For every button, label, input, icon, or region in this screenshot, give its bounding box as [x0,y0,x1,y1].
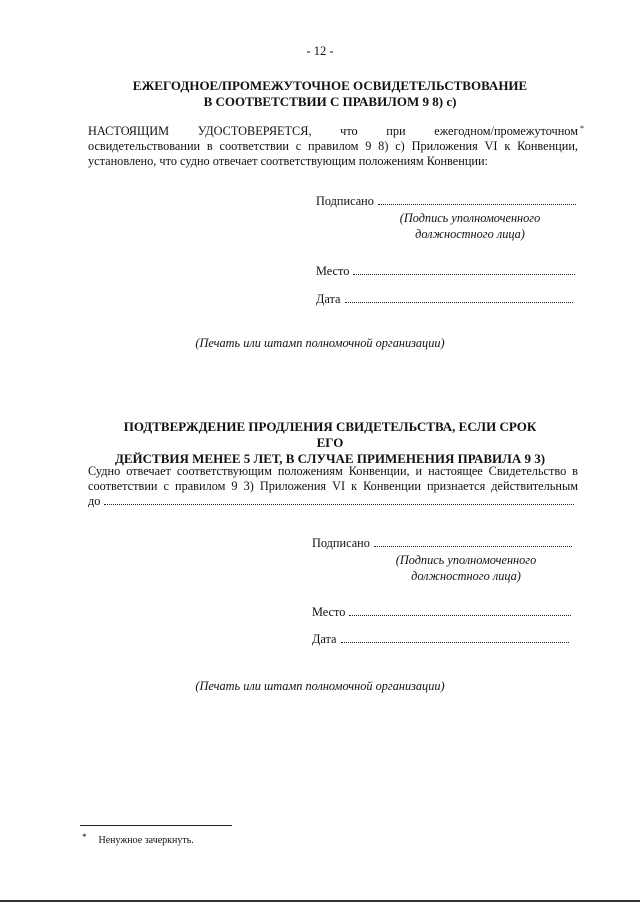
page-bottom-edge [0,900,640,902]
section2-date-row [312,632,569,647]
section2-paragraph [88,464,578,509]
section2-valid-until-line[interactable] [104,494,574,505]
section2-para-line3: до [88,494,101,508]
section2-stamp-caption: (Печать или штамп полномочной организации) [195,679,445,693]
section1-paragraph [88,124,584,169]
footnote-text: Ненужное зачеркнуть. [98,835,194,846]
section1-para-line2: освидетельствовании в соответствии с правилом 9 8) с) Приложения VI к Конвенции, [88,139,578,153]
section1-stamp-caption: (Печать или штамп полномочной организации) [195,336,445,350]
section1-place-row [316,264,575,279]
section1-signature-caption-line1: (Подпись уполномоченного [399,211,541,225]
page-number: - 12 - [306,44,334,58]
section1-date-row [316,292,573,307]
section2-signed-label: Подписано [312,536,370,550]
section2-heading [110,419,550,467]
section1-heading-line2: В СООТВЕТСТВИИ С ПРАВИЛОМ 9 8) с) [203,94,457,109]
section1-date-label: Дата [316,292,341,306]
section2-para-line1: Судно отвечает соответствующим положениям Конвенции, и настоящее Свидетельство в [88,464,578,478]
section2-para-line2: соответствии с правилом 9 3) Приложения VI к Конвенции признается действительным [88,479,578,493]
section1-heading [110,78,550,110]
section1-heading-line1: ЕЖЕГОДНОЕ/ПРОМЕЖУТОЧНОЕ ОСВИДЕТЕЛЬСТВОВАНИЕ [132,78,528,93]
section2-place-label: Место [312,605,346,619]
section1-signature-line[interactable] [378,194,576,205]
footnote-mark: * [82,832,87,842]
section1-place-line[interactable] [353,264,575,275]
section1-para-line1: НАСТОЯЩИМ УДОСТОВЕРЯЕТСЯ, что при ежегодном/промежуточном [88,124,578,138]
section1-signed-label: Подписано [316,194,374,208]
section1-para-line3: установлено, что судно отвечает соответствующим положениям Конвенции: [88,154,488,168]
footnote-separator [80,825,232,826]
section2-signature-line[interactable] [374,536,572,547]
section2-valid-until-row [88,494,578,509]
section2-signature-caption-line1: (Подпись уполномоченного [395,553,537,567]
section1-signed-row [316,194,576,209]
section2-signature-caption-line2: должностного лица) [411,569,521,583]
footnote [82,832,194,846]
section2-signed-row [312,536,572,551]
section1-signature-caption [380,210,560,242]
section1-date-line[interactable] [345,292,573,303]
section1-signature-caption-line2: должностного лица) [415,227,525,241]
section2-heading-line1: ПОДТВЕРЖДЕНИЕ ПРОДЛЕНИЯ СВИДЕТЕЛЬСТВА, ЕСЛИ СРОК ЕГО [123,419,537,450]
footnote-reference: * [580,124,584,133]
section2-signature-caption [376,552,556,584]
section2-date-label: Дата [312,632,337,646]
section2-place-row [312,605,571,620]
section2-heading-line2: ДЕЙСТВИЯ МЕНЕЕ 5 ЛЕТ, В СЛУЧАЕ ПРИМЕНЕНИЯ ПРАВИЛА 9 3) [114,451,546,466]
section2-place-line[interactable] [349,605,571,616]
section1-place-label: Место [316,264,350,278]
section2-date-line[interactable] [341,632,569,643]
